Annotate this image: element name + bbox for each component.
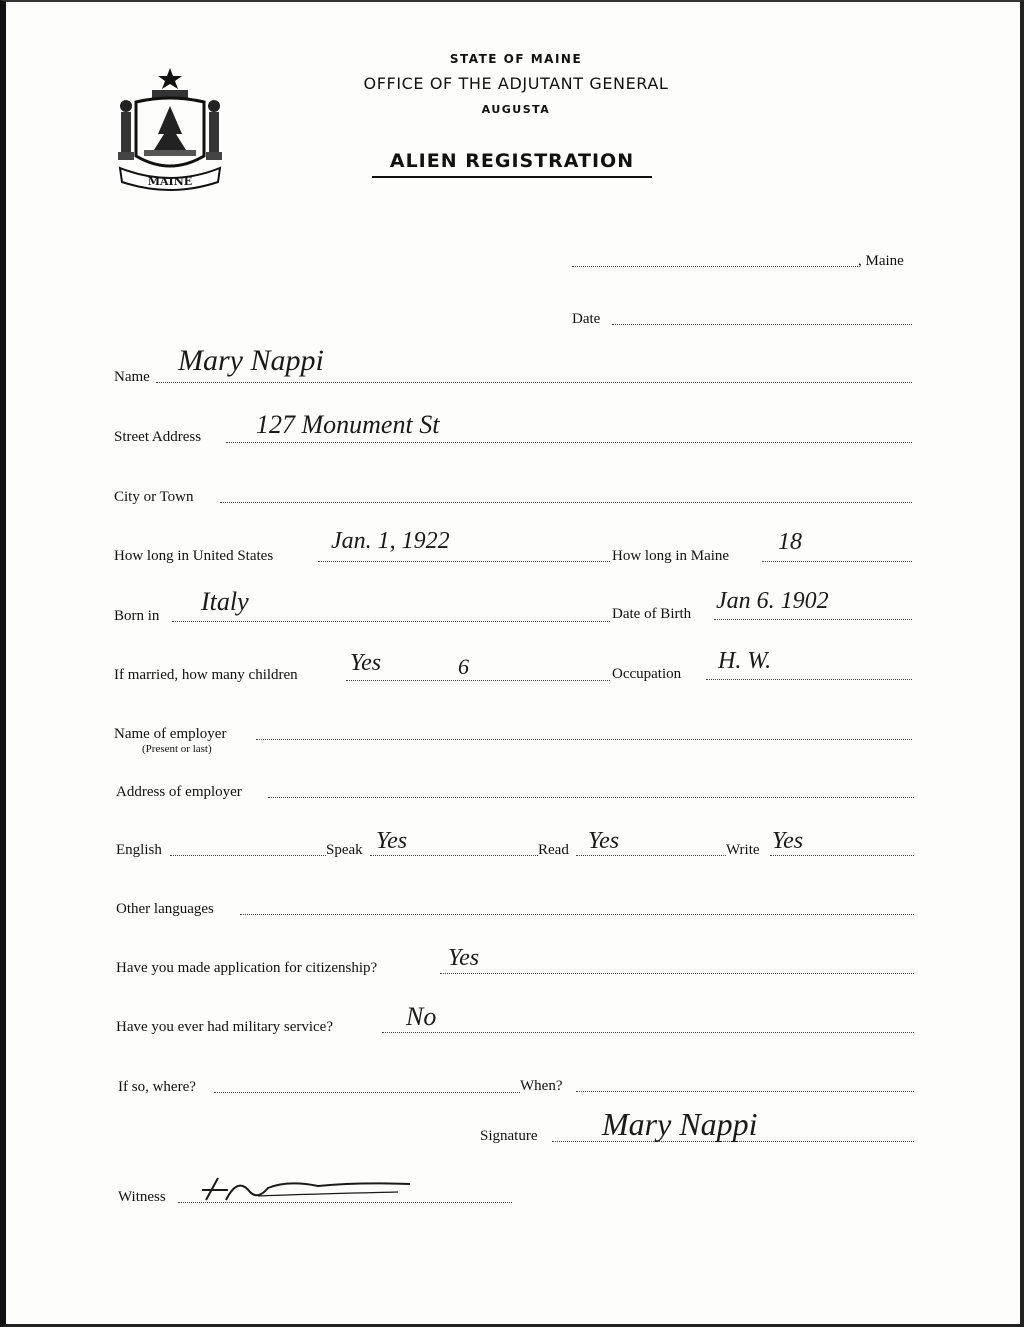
speak-label: Speak	[326, 842, 363, 858]
maine-state-seal	[114, 64, 226, 194]
name-value: Mary Nappi	[178, 344, 324, 377]
form-title: ALIEN REGISTRATION	[372, 150, 652, 178]
citizenship-line	[440, 973, 914, 974]
when-line	[576, 1091, 914, 1092]
speak-value: Yes	[376, 828, 408, 854]
citizenship-value: Yes	[448, 945, 480, 971]
signature-value: Mary Nappi	[602, 1106, 758, 1142]
children-count-value: 6	[458, 654, 469, 679]
born-in-value: Italy	[201, 587, 249, 616]
occupation-label: Occupation	[612, 666, 682, 682]
born-in-label: Born in	[114, 608, 160, 624]
name-line	[156, 382, 912, 383]
occupation-value: H. W.	[718, 648, 772, 674]
maine-duration-value: 18	[778, 529, 802, 555]
children-line	[346, 680, 610, 681]
svg-text:MAINE: MAINE	[147, 175, 193, 188]
maine-place-line	[572, 266, 858, 267]
maine-duration-line	[762, 561, 912, 562]
speak-line	[370, 855, 538, 856]
write-line	[770, 855, 914, 856]
where-line	[214, 1092, 520, 1093]
military-value: No	[406, 1002, 437, 1031]
city-line	[220, 502, 912, 503]
write-label: Write	[726, 842, 760, 858]
us-duration-label: How long in United States	[114, 548, 274, 564]
dob-value: Jan 6. 1902	[716, 588, 829, 614]
signature-label: Signature	[480, 1128, 538, 1144]
witness-label: Witness	[118, 1189, 166, 1205]
header-office: OFFICE OF THE ADJUTANT GENERAL	[363, 74, 669, 93]
where-label: If so, where?	[118, 1079, 196, 1095]
street-address-value: 127 Monument St	[256, 410, 440, 439]
write-value: Yes	[772, 828, 804, 854]
date-label: Date	[572, 311, 601, 327]
date-line	[612, 324, 912, 325]
born-in-line	[172, 621, 610, 622]
city-label: City or Town	[114, 489, 194, 505]
employer-address-label: Address of employer	[116, 784, 242, 800]
employer-address-line	[268, 797, 914, 798]
english-label: English	[116, 842, 162, 858]
other-languages-line	[240, 914, 914, 915]
children-married-value: Yes	[350, 650, 382, 676]
children-label: If married, how many children	[114, 667, 298, 683]
when-label: When?	[520, 1078, 563, 1094]
employer-line	[256, 739, 912, 740]
dob-line	[714, 619, 912, 620]
name-label: Name	[114, 369, 150, 385]
citizenship-label: Have you made application for citizenship?	[116, 960, 378, 976]
employer-sub-label: (Present or last)	[142, 743, 212, 755]
read-line	[576, 855, 726, 856]
street-address-label: Street Address	[114, 429, 202, 445]
maine-suffix-label: , Maine	[858, 253, 904, 269]
header-city: AUGUSTA	[481, 103, 551, 116]
occupation-line	[706, 679, 912, 680]
us-duration-line	[318, 561, 610, 562]
military-line	[382, 1032, 914, 1033]
employer-label: Name of employer	[114, 726, 227, 742]
military-label: Have you ever had military service?	[116, 1019, 333, 1035]
street-address-line	[226, 442, 912, 443]
us-duration-value: Jan. 1, 1922	[331, 528, 450, 554]
header-state: STATE OF MAINE	[449, 52, 583, 66]
read-label: Read	[538, 842, 569, 858]
other-languages-label: Other languages	[116, 901, 214, 917]
read-value: Yes	[588, 828, 620, 854]
maine-duration-label: How long in Maine	[612, 548, 730, 564]
english-line	[170, 855, 326, 856]
witness-signature-scribble	[198, 1170, 418, 1208]
dob-label: Date of Birth	[612, 606, 692, 622]
